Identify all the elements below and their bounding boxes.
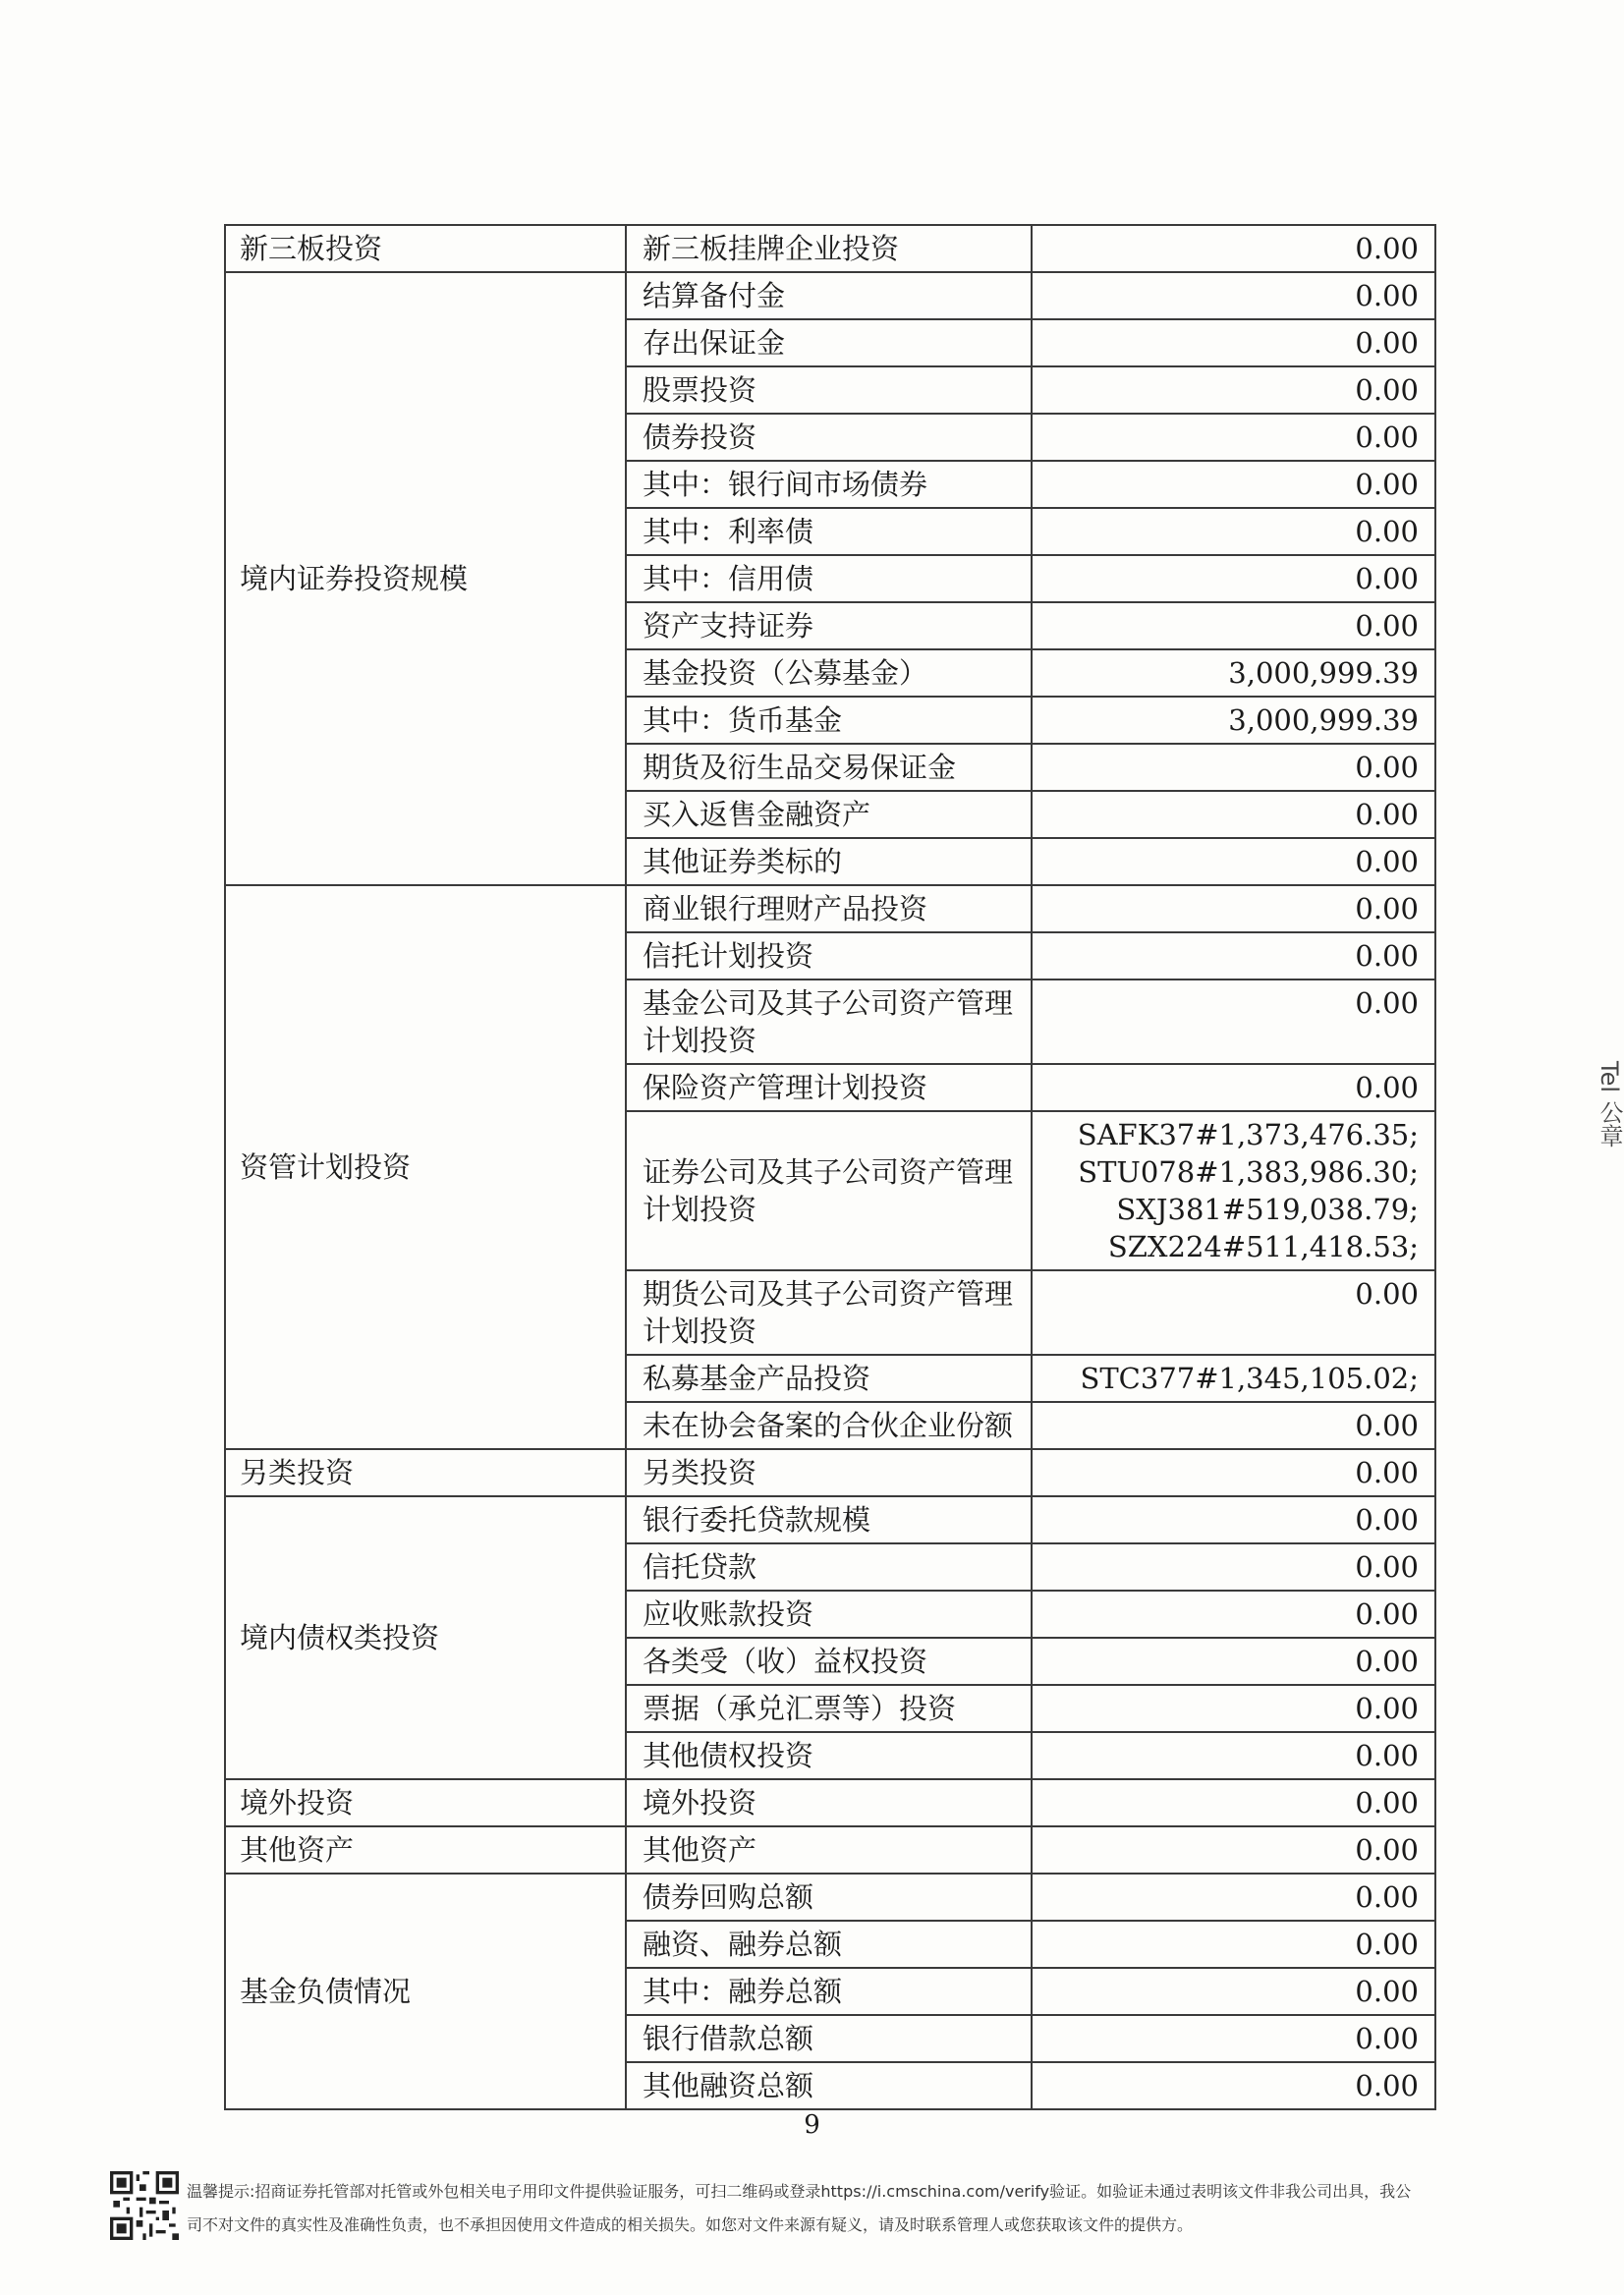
table-row (225, 1496, 1435, 1543)
item-cell: 另类投资 (626, 1449, 1032, 1496)
item-cell: 存出保证金 (626, 319, 1032, 366)
item-cell: 信托计划投资 (626, 932, 1032, 980)
category-cell: 资管计划投资 (225, 885, 626, 1449)
item-cell: 银行借款总额 (626, 2015, 1032, 2062)
value-cell: 0.00 (1032, 838, 1435, 885)
item-cell: 其他债权投资 (626, 1732, 1032, 1779)
item-cell: 境外投资 (626, 1779, 1032, 1826)
value-cell: 0.00 (1032, 1826, 1435, 1874)
value-cell: 0.00 (1032, 414, 1435, 461)
item-cell: 信托贷款 (626, 1543, 1032, 1591)
item-cell: 应收账款投资 (626, 1591, 1032, 1638)
value-cell: 0.00 (1032, 1064, 1435, 1111)
value-cell: 0.00 (1032, 1968, 1435, 2015)
value-cell: 0.00 (1032, 744, 1435, 791)
value-cell: 0.00 (1032, 319, 1435, 366)
item-cell: 票据（承兑汇票等）投资 (626, 1685, 1032, 1732)
value-cell: 0.00 (1032, 1685, 1435, 1732)
value-cell: 0.00 (1032, 885, 1435, 932)
value-cell: 0.00 (1032, 1638, 1435, 1685)
value-cell: 0.00 (1032, 791, 1435, 838)
item-cell: 银行委托贷款规模 (626, 1496, 1032, 1543)
item-cell: 买入返售金融资产 (626, 791, 1032, 838)
value-cell: 0.00 (1032, 272, 1435, 319)
value-cell: 0.00 (1032, 1921, 1435, 1968)
item-cell: 保险资产管理计划投资 (626, 1064, 1032, 1111)
table-row (225, 272, 1435, 319)
category-cell: 新三板投资 (225, 225, 626, 272)
value-cell: 0.00 (1032, 602, 1435, 649)
item-cell: 其中：融券总额 (626, 1968, 1032, 2015)
value-cell: 0.00 (1032, 2062, 1435, 2109)
item-cell: 其中：货币基金 (626, 697, 1032, 744)
item-cell: 其他融资总额 (626, 2062, 1032, 2109)
value-cell: 0.00 (1032, 461, 1435, 508)
value-cell: 0.00 (1032, 366, 1435, 414)
item-cell: 股票投资 (626, 366, 1032, 414)
item-cell: 结算备付金 (626, 272, 1032, 319)
footer-notice: 温馨提示:招商证券托管部对托管或外包相关电子用印文件提供验证服务，可扫二维码或登录https://i.cmschina.com/verify验证。如验证未通过表明该文件非我公司出具，我公司不对文件的真实性及准确性负责，也不承担因使用文件造成的相关损失。如您对文件来源有疑义，请及时联系管理人或您获取该文件的提供方。 (187, 2182, 1412, 2234)
value-cell: STC377#1,345,105.02; (1032, 1355, 1435, 1402)
table-row (225, 1779, 1435, 1826)
seal-fragment: Tel 公章 (1596, 1061, 1623, 1148)
item-cell: 融资、融券总额 (626, 1921, 1032, 1968)
value-cell: 0.00 (1032, 2015, 1435, 2062)
item-cell: 债券回购总额 (626, 1874, 1032, 1921)
table-row (225, 1874, 1435, 1921)
value-line: SXJ381#519,038.79; (1116, 1193, 1419, 1226)
qr-code-icon[interactable] (110, 2171, 179, 2240)
item-cell: 其他证券类标的 (626, 838, 1032, 885)
item-cell: 商业银行理财产品投资 (626, 885, 1032, 932)
item-cell: 新三板挂牌企业投资 (626, 225, 1032, 272)
value-line: SAFK37#1,373,476.35; (1077, 1118, 1419, 1151)
value-cell: 0.00 (1032, 225, 1435, 272)
category-cell: 另类投资 (225, 1449, 626, 1496)
value-cell: 0.00 (1032, 1496, 1435, 1543)
item-cell: 债券投资 (626, 414, 1032, 461)
item-cell: 其他资产 (626, 1826, 1032, 1874)
value-cell: 0.00 (1032, 555, 1435, 602)
value-cell: 0.00 (1032, 1779, 1435, 1826)
value-cell: 3,000,999.39 (1032, 649, 1435, 697)
category-cell: 境内证券投资规模 (225, 272, 626, 885)
item-cell: 其中：利率债 (626, 508, 1032, 555)
value-cell: 0.00 (1032, 1270, 1435, 1355)
category-cell: 境外投资 (225, 1779, 626, 1826)
value-cell: 0.00 (1032, 1591, 1435, 1638)
table-row (225, 1826, 1435, 1874)
table-row (225, 1449, 1435, 1496)
table-row (225, 225, 1435, 272)
item-cell: 私募基金产品投资 (626, 1355, 1032, 1402)
table-body (225, 225, 1435, 2109)
value-cell: 0.00 (1032, 932, 1435, 980)
item-cell: 未在协会备案的合伙企业份额 (626, 1402, 1032, 1449)
value-cell: 0.00 (1032, 1732, 1435, 1779)
value-cell: 0.00 (1032, 1874, 1435, 1921)
item-cell: 其中：银行间市场债券 (626, 461, 1032, 508)
item-cell: 基金投资（公募基金） (626, 649, 1032, 697)
item-cell: 基金公司及其子公司资产管理计划投资 (626, 980, 1032, 1064)
item-cell: 证券公司及其子公司资产管理计划投资 (626, 1111, 1032, 1270)
item-cell: 其中：信用债 (626, 555, 1032, 602)
fund-asset-table (224, 224, 1436, 2110)
item-cell: 期货公司及其子公司资产管理计划投资 (626, 1270, 1032, 1355)
category-cell: 其他资产 (225, 1826, 626, 1874)
value-cell: 0.00 (1032, 1449, 1435, 1496)
item-cell: 资产支持证券 (626, 602, 1032, 649)
page-number: 9 (804, 2110, 820, 2140)
item-cell: 期货及衍生品交易保证金 (626, 744, 1032, 791)
category-cell: 境内债权类投资 (225, 1496, 626, 1779)
category-cell: 基金负债情况 (225, 1874, 626, 2109)
table-row (225, 885, 1435, 932)
value-line: STU078#1,383,986.30; (1078, 1155, 1419, 1189)
item-cell: 各类受（收）益权投资 (626, 1638, 1032, 1685)
value-cell: 0.00 (1032, 508, 1435, 555)
value-cell: 0.00 (1032, 1402, 1435, 1449)
value-cell: 0.00 (1032, 980, 1435, 1064)
value-cell: 0.00 (1032, 1543, 1435, 1591)
value-line: SZX224#511,418.53; (1107, 1230, 1419, 1263)
value-cell (1032, 1111, 1435, 1270)
value-cell: 3,000,999.39 (1032, 697, 1435, 744)
